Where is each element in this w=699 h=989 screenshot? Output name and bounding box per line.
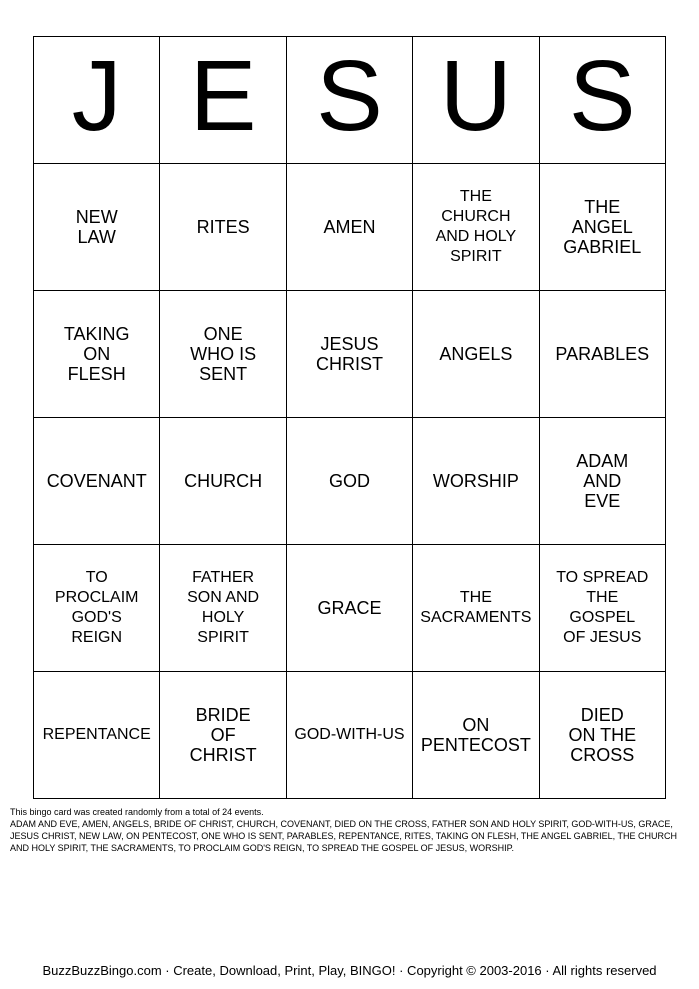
cell-label: PARABLES	[555, 344, 650, 364]
bingo-row	[34, 291, 666, 418]
bingo-cell	[286, 545, 412, 672]
bingo-card	[33, 36, 666, 799]
bingo-cell	[413, 164, 539, 291]
header-cell	[34, 37, 160, 164]
header-letter: J	[71, 40, 122, 152]
header-cell	[286, 37, 412, 164]
bingo-cell	[539, 418, 665, 545]
bingo-cell	[413, 291, 539, 418]
card-info-intro: This bingo card was created randomly from a total of 24 events.	[10, 807, 264, 817]
header-cell	[160, 37, 286, 164]
cell-label: GOD-WITH-US	[294, 726, 405, 743]
cell-label: FATHER SON AND HOLY SPIRIT	[187, 569, 260, 646]
header-cell	[413, 37, 539, 164]
bingo-cell	[413, 545, 539, 672]
cell-label: COVENANT	[46, 471, 147, 491]
cell-label: ON PENTECOST	[420, 715, 531, 755]
cell-label: JESUS CHRIST	[315, 334, 383, 374]
header-cell	[539, 37, 665, 164]
bingo-cell	[160, 672, 286, 799]
cell-label: THE CHURCH AND HOLY SPIRIT	[435, 188, 517, 265]
cell-label: ANGELS	[439, 344, 513, 364]
bingo-cell	[34, 291, 160, 418]
bingo-row	[34, 418, 666, 545]
cell-label: RITES	[196, 217, 250, 237]
cell-label: NEW LAW	[75, 207, 118, 247]
bingo-cell	[286, 291, 412, 418]
cell-label: CHURCH	[184, 471, 263, 491]
bingo-header-row	[34, 37, 666, 164]
cell-label: TO SPREAD THE GOSPEL OF JESUS	[556, 569, 649, 646]
bingo-cell	[160, 291, 286, 418]
card-info-events: ADAM AND EVE, AMEN, ANGELS, BRIDE OF CHRIST, CHURCH, COVENANT, DIED ON THE CROSS, FATHER SON AND HOLY SPIRIT, GOD-WITH-US, GRACE, JESUS CHRIST, NEW LAW, ON PENTECOST, ONE WHO IS SENT, PARABLES, REPENTANCE, RITES, TAKING ON FLESH, THE ANGEL GABRIEL, THE CHURCH AND HOLY SPIRIT, THE SACRAMENTS, TO PROCLAIM GOD'S REIGN, TO SPREAD THE GOSPEL OF JESUS, WORSHIP.	[10, 819, 677, 853]
bingo-cell	[34, 418, 160, 545]
bingo-cell	[34, 672, 160, 799]
bingo-cell	[34, 164, 160, 291]
cell-label: WORSHIP	[432, 471, 519, 491]
header-letter: S	[568, 40, 636, 152]
cell-label: THE SACRAMENTS	[420, 589, 532, 626]
bingo-cell	[160, 164, 286, 291]
bingo-cell	[34, 545, 160, 672]
bingo-cell	[413, 672, 539, 799]
bingo-cell	[286, 672, 412, 799]
header-letter: U	[439, 40, 512, 152]
cell-label: TO PROCLAIM GOD'S REIGN	[54, 569, 139, 646]
bingo-cell	[413, 418, 539, 545]
cell-label: AMEN	[323, 217, 376, 237]
header-letter: E	[189, 40, 257, 152]
cell-label: GRACE	[317, 598, 382, 618]
cell-label: ADAM AND EVE	[576, 451, 629, 511]
bingo-cell	[539, 291, 665, 418]
bingo-cell	[286, 418, 412, 545]
page-footer: BuzzBuzzBingo.com · Create, Download, Print, Play, BINGO! · Copyright © 2003-2016 · All rights reserved	[42, 963, 657, 978]
bingo-row	[34, 545, 666, 672]
header-letter: S	[316, 40, 383, 152]
bingo-row	[34, 672, 666, 799]
cell-label: ONE WHO IS SENT	[190, 324, 257, 384]
bingo-cell	[539, 545, 665, 672]
bingo-cell	[160, 418, 286, 545]
bingo-row	[34, 164, 666, 291]
cell-label: GOD	[328, 471, 370, 491]
bingo-cell	[160, 545, 286, 672]
cell-label: REPENTANCE	[42, 726, 151, 743]
cell-label: THE ANGEL GABRIEL	[563, 197, 642, 257]
cell-label: TAKING ON FLESH	[63, 324, 130, 384]
bingo-cell	[539, 164, 665, 291]
cell-label: BRIDE OF CHRIST	[189, 705, 257, 765]
card-info	[10, 806, 695, 854]
bingo-cell	[539, 672, 665, 799]
cell-label: DIED ON THE CROSS	[568, 705, 637, 765]
bingo-cell	[286, 164, 412, 291]
